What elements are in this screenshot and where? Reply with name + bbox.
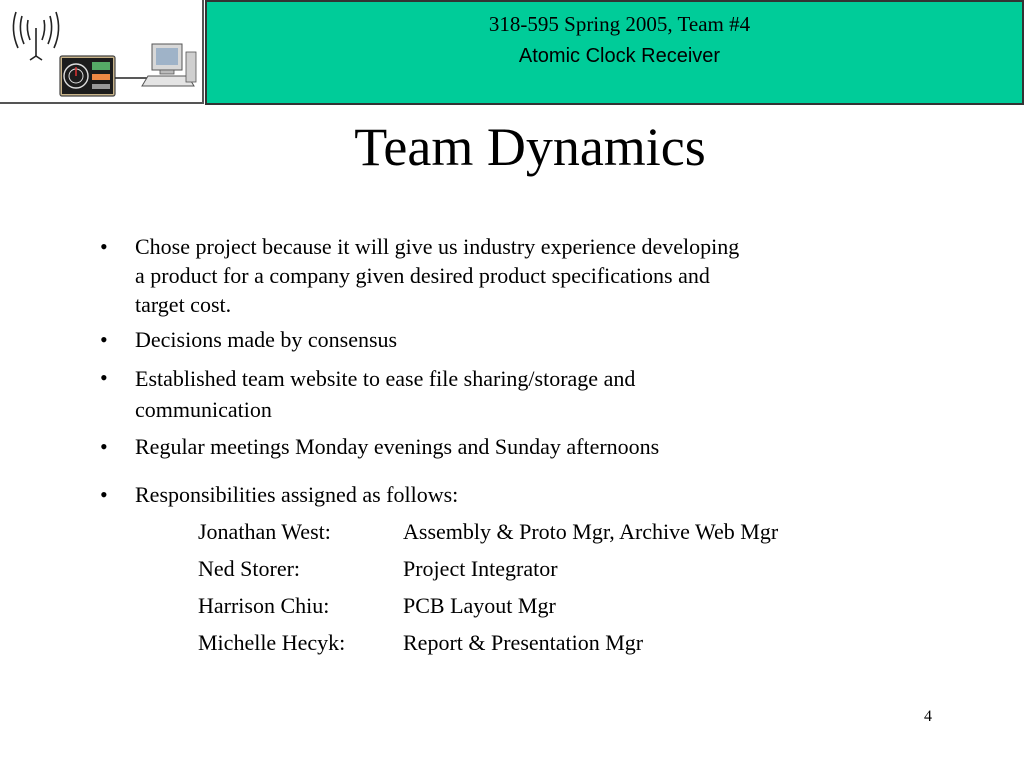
member-name: Harrison Chiu: (198, 593, 330, 618)
bullet-line: target cost. (135, 292, 232, 317)
slide-header (0, 0, 1024, 105)
bullet-line: communication (135, 397, 272, 422)
member-role: PCB Layout Mgr (403, 593, 556, 618)
logo (0, 0, 204, 104)
bullet-glyph: • (100, 482, 108, 507)
member-name: Ned Storer: (198, 556, 301, 581)
bullet-line: Established team website to ease file sharing/storage and (135, 366, 636, 391)
bullet-line: Regular meetings Monday evenings and Sunday afternoons (135, 434, 660, 459)
slide-title: Team Dynamics (354, 117, 706, 177)
project-title: Atomic Clock Receiver (518, 45, 721, 67)
member-role: Report & Presentation Mgr (403, 630, 644, 655)
computer-icon (142, 44, 196, 86)
bullet-line: a product for a company given desired product specifications and (135, 263, 710, 288)
member-role: Project Integrator (403, 556, 558, 581)
bullet-glyph: • (100, 327, 108, 352)
course-label: 318-595 Spring 2005, Team #4 (488, 12, 751, 36)
bullet-text (135, 232, 925, 319)
bullet-glyph: • (100, 365, 108, 390)
antenna-icon (13, 12, 58, 60)
bullet-line: Decisions made by consensus (135, 327, 398, 352)
bullet-text (135, 363, 925, 425)
member-role: Assembly & Proto Mgr, Archive Web Mgr (403, 519, 779, 544)
member-name: Michelle Hecyk: (198, 630, 346, 655)
member-name: Jonathan West: (198, 519, 331, 544)
receiver-icon (60, 56, 115, 96)
bullet-line: Chose project because it will give us industry experience developing (135, 234, 740, 259)
bullet-glyph: • (100, 234, 108, 259)
bullet-text (135, 325, 925, 354)
bullet-text (135, 480, 925, 509)
bullet-text (135, 432, 925, 461)
bullet-glyph: • (100, 434, 108, 459)
bullet-line: Responsibilities assigned as follows: (135, 482, 459, 507)
header-banner (205, 0, 1024, 105)
page-number: 4 (924, 708, 932, 725)
